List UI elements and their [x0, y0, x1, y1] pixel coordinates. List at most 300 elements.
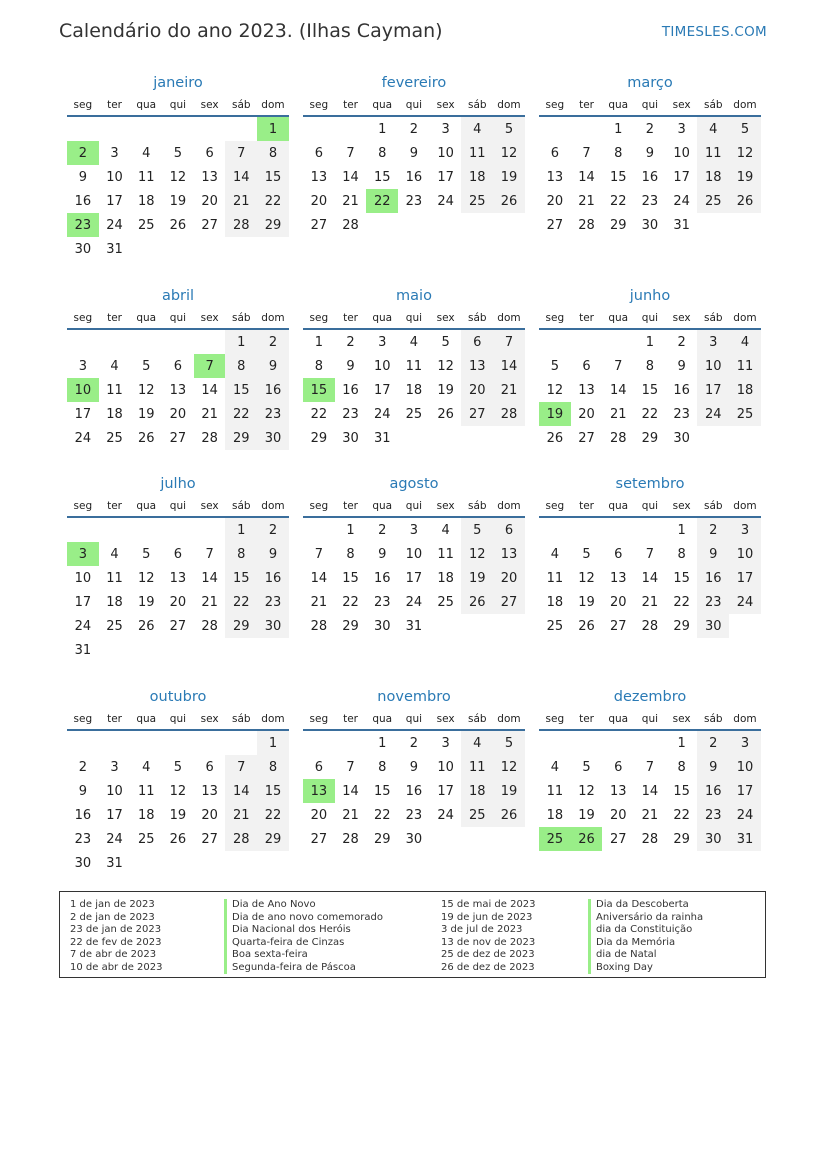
weekday-label: sáb [703, 713, 723, 725]
day-cell: 21 [609, 406, 627, 422]
weekday-header [303, 308, 525, 330]
month-junho [539, 284, 761, 450]
day-cell: 9 [697, 542, 729, 566]
day-cell: 9 [645, 145, 655, 161]
day-cell: 2 [697, 518, 729, 542]
day-cell: 28 [493, 402, 525, 426]
weekday-label: seg [73, 99, 93, 111]
day-cell: 4 [142, 145, 151, 161]
day-cell: 27 [546, 217, 564, 233]
empty-cell [162, 117, 194, 141]
weekday-label: dom [261, 99, 285, 111]
weekday-label: qua [372, 500, 393, 512]
day-cell: 31 [729, 827, 761, 851]
day-cell: 4 [110, 546, 119, 562]
day-cell: 20 [169, 406, 187, 422]
day-cell: 31 [106, 855, 123, 871]
weekday-header [67, 496, 289, 518]
day-cell: 27 [169, 430, 187, 446]
day-cell: 2 [697, 731, 729, 755]
day-cell: 25 [106, 618, 123, 634]
day-cell: 18 [137, 807, 155, 823]
legend-entry: Boxing Day [596, 961, 653, 973]
weekday-label: ter [579, 312, 594, 324]
weekday-label: sex [672, 99, 691, 111]
day-cell: 12 [461, 542, 493, 566]
day-cell: 29 [673, 618, 690, 634]
day-cell: 10 [673, 145, 690, 161]
page-title: Calendário do ano 2023. (Ilhas Cayman) [59, 20, 443, 42]
day-cell: 21 [641, 594, 659, 610]
day-cell: 4 [441, 522, 450, 538]
day-cell: 16 [697, 566, 729, 590]
weekday-header [539, 496, 761, 518]
month-novembro [303, 685, 525, 851]
empty-cell [130, 518, 162, 542]
weekday-label: seg [309, 312, 329, 324]
weekday-header [67, 709, 289, 731]
day-cell: 11 [437, 546, 454, 562]
day-cell: 28 [310, 618, 328, 634]
day-cell: 10 [437, 145, 454, 161]
legend-entry: 25 de dez de 2023 [441, 949, 535, 960]
day-cell: 16 [342, 382, 359, 398]
day-cell: 9 [78, 169, 87, 185]
day-cell: 18 [546, 594, 564, 610]
day-cell: 18 [137, 193, 155, 209]
day-cell: 4 [461, 117, 493, 141]
day-cell: 5 [441, 334, 450, 350]
weekday-label: ter [343, 99, 358, 111]
weekday-label: sex [672, 713, 691, 725]
day-cell: 21 [310, 594, 328, 610]
day-cell: 8 [614, 145, 623, 161]
day-cell: 10 [729, 755, 761, 779]
day-cell: 21 [493, 378, 525, 402]
day-cell: 4 [550, 546, 559, 562]
day-cell: 15 [257, 165, 289, 189]
day-cell: 27 [201, 831, 218, 847]
legend-entry: 13 de nov de 2023 [441, 936, 536, 948]
day-cell: 12 [437, 358, 454, 374]
day-cell: 23 [74, 831, 92, 847]
day-cell: 24 [697, 402, 729, 426]
day-cell: 15 [673, 783, 690, 799]
day-cell: 11 [137, 783, 155, 799]
day-cell: 1 [614, 121, 623, 137]
weekday-label: ter [107, 713, 122, 725]
day-cell: 21 [225, 189, 257, 213]
day-cell: 14 [342, 783, 359, 799]
day-cell: 24 [437, 807, 454, 823]
weekday-label: sáb [703, 500, 723, 512]
day-cell: 23 [673, 406, 690, 422]
legend-names-left [224, 899, 383, 974]
legend-entry: Dia da Descoberta [596, 899, 689, 910]
day-cell: 9 [677, 358, 686, 374]
day-cell: 23 [257, 590, 289, 614]
month-name: janeiro [153, 75, 203, 91]
day-cell: 10 [106, 169, 123, 185]
day-cell: 7 [493, 330, 525, 354]
day-cell: 24 [405, 594, 423, 610]
day-cell: 8 [645, 358, 655, 374]
day-cell: 9 [257, 354, 289, 378]
day-cell: 24 [729, 590, 761, 614]
day-cell: 1 [677, 735, 686, 751]
day-cell: 6 [173, 546, 183, 562]
weekday-label: qua [608, 312, 629, 324]
day-cell: 20 [609, 807, 627, 823]
day-cell: 5 [493, 117, 525, 141]
day-cell: 22 [225, 590, 257, 614]
day-cell: 20 [310, 807, 328, 823]
day-cell: 26 [461, 590, 493, 614]
month-setembro [539, 472, 761, 638]
day-cell: 5 [142, 546, 151, 562]
day-cell: 2 [677, 334, 686, 350]
day-cell: 8 [346, 546, 355, 562]
day-cell: 3 [110, 759, 119, 775]
day-cell: 12 [493, 141, 525, 165]
weekday-label: seg [545, 500, 565, 512]
day-cell: 6 [614, 546, 623, 562]
empty-cell [194, 731, 226, 755]
holiday-day-cell: 15 [303, 378, 335, 402]
month-maio [303, 284, 525, 450]
day-cell: 10 [437, 759, 454, 775]
day-cell: 12 [137, 570, 155, 586]
weekday-label: sex [436, 312, 455, 324]
day-cell: 24 [74, 618, 92, 634]
empty-cell [162, 518, 194, 542]
day-cell: 17 [697, 378, 729, 402]
day-cell: 28 [342, 831, 359, 847]
day-cell: 18 [461, 779, 493, 803]
day-cell: 25 [546, 618, 564, 634]
month-name: outubro [149, 689, 207, 705]
weekday-label: qui [641, 312, 659, 324]
day-cell: 12 [137, 382, 155, 398]
day-cell: 11 [546, 570, 564, 586]
day-cell: 3 [378, 334, 387, 350]
legend-dates-right [441, 899, 536, 974]
day-cell: 6 [493, 518, 525, 542]
legend-entry: 26 de dez de 2023 [441, 961, 535, 973]
day-cell: 9 [346, 358, 355, 374]
weekday-label: sáb [467, 713, 487, 725]
day-cell: 23 [373, 594, 391, 610]
empty-cell [335, 117, 367, 141]
day-cell: 10 [74, 570, 92, 586]
weekday-label: qui [641, 99, 659, 111]
day-cell: 28 [641, 831, 659, 847]
day-cell: 25 [697, 189, 729, 213]
weekday-label: qui [405, 312, 423, 324]
day-cell: 3 [729, 731, 761, 755]
day-cell: 31 [673, 217, 690, 233]
empty-cell [539, 518, 571, 542]
day-cell: 1 [257, 731, 289, 755]
day-cell: 30 [74, 855, 92, 871]
day-cell: 31 [373, 430, 391, 446]
day-cell: 27 [609, 831, 627, 847]
day-cell: 5 [173, 145, 183, 161]
day-cell: 15 [373, 783, 391, 799]
weekday-label: qui [405, 99, 423, 111]
day-cell: 4 [461, 731, 493, 755]
holiday-day-cell: 2 [67, 141, 99, 165]
day-cell: 9 [378, 546, 387, 562]
holiday-day-cell: 7 [194, 354, 226, 378]
empty-cell [162, 330, 194, 354]
weekday-label: sáb [703, 99, 723, 111]
day-grid [539, 330, 761, 450]
day-cell: 29 [373, 831, 391, 847]
day-cell: 14 [201, 382, 218, 398]
day-cell: 22 [257, 189, 289, 213]
weekday-label: seg [309, 99, 329, 111]
month-name: dezembro [613, 689, 687, 705]
weekday-label: qui [169, 312, 187, 324]
day-cell: 17 [74, 594, 92, 610]
day-cell: 21 [342, 193, 359, 209]
empty-cell [571, 330, 603, 354]
weekday-label: qua [136, 99, 157, 111]
legend-entry: 2 de jan de 2023 [70, 911, 155, 923]
day-cell: 30 [257, 426, 289, 450]
weekday-label: sex [436, 500, 455, 512]
day-cell: 7 [645, 759, 655, 775]
day-cell: 26 [578, 618, 595, 634]
weekday-header [303, 95, 525, 117]
day-cell: 14 [201, 570, 218, 586]
day-cell: 5 [550, 358, 559, 374]
day-cell: 28 [578, 217, 595, 233]
weekday-label: ter [579, 713, 594, 725]
legend-entry: dia da Constituição [596, 924, 693, 935]
day-cell: 26 [729, 189, 761, 213]
day-cell: 3 [441, 735, 450, 751]
day-cell: 7 [614, 358, 623, 374]
day-cell: 18 [437, 570, 454, 586]
day-cell: 19 [169, 193, 187, 209]
day-cell: 1 [225, 330, 257, 354]
day-cell: 27 [461, 402, 493, 426]
weekday-label: sáb [467, 312, 487, 324]
day-cell: 20 [310, 193, 328, 209]
day-cell: 8 [314, 358, 323, 374]
weekday-label: sex [200, 713, 219, 725]
day-cell: 17 [373, 382, 391, 398]
day-cell: 23 [641, 193, 659, 209]
day-cell: 3 [78, 358, 87, 374]
legend-entry: 23 de jan de 2023 [70, 924, 162, 935]
day-cell: 19 [169, 807, 187, 823]
weekday-label: qua [136, 713, 157, 725]
weekday-label: ter [343, 713, 358, 725]
day-cell: 30 [373, 618, 391, 634]
legend-entry: Segunda-feira de Páscoa [232, 961, 356, 973]
day-cell: 6 [461, 330, 493, 354]
day-cell: 21 [578, 193, 595, 209]
day-cell: 24 [106, 217, 123, 233]
day-cell: 24 [729, 803, 761, 827]
weekday-label: ter [343, 312, 358, 324]
day-cell: 10 [106, 783, 123, 799]
day-cell: 3 [441, 121, 450, 137]
weekday-label: dom [733, 99, 757, 111]
day-cell: 25 [137, 217, 155, 233]
day-cell: 30 [673, 430, 690, 446]
weekday-label: qui [405, 500, 423, 512]
weekday-label: qui [169, 500, 187, 512]
empty-cell [539, 330, 571, 354]
weekday-label: ter [107, 99, 122, 111]
day-cell: 6 [205, 759, 214, 775]
month-name: novembro [377, 689, 451, 705]
weekday-label: ter [579, 99, 594, 111]
day-cell: 8 [378, 145, 387, 161]
day-cell: 18 [106, 406, 123, 422]
site-link[interactable]: TIMESLES.COM [661, 24, 767, 40]
weekday-label: sáb [231, 713, 251, 725]
day-cell: 11 [137, 169, 155, 185]
weekday-label: sáb [231, 500, 251, 512]
empty-cell [225, 731, 257, 755]
weekday-label: dom [497, 312, 521, 324]
day-cell: 7 [346, 145, 355, 161]
empty-cell [130, 731, 162, 755]
day-cell: 11 [405, 358, 423, 374]
weekday-label: ter [107, 312, 122, 324]
empty-cell [130, 117, 162, 141]
day-cell: 6 [614, 759, 623, 775]
day-cell: 8 [225, 542, 257, 566]
empty-cell [99, 731, 131, 755]
day-cell: 2 [409, 121, 419, 137]
day-cell: 22 [641, 406, 659, 422]
empty-cell [634, 518, 666, 542]
month-name: julho [160, 476, 196, 492]
month-name: junho [629, 288, 671, 304]
day-cell: 20 [546, 193, 564, 209]
day-cell: 24 [673, 193, 690, 209]
day-cell: 12 [546, 382, 564, 398]
day-cell: 21 [641, 807, 659, 823]
day-cell: 12 [169, 169, 187, 185]
day-cell: 10 [373, 358, 391, 374]
weekday-label: dom [497, 500, 521, 512]
day-cell: 14 [578, 169, 595, 185]
day-cell: 16 [257, 378, 289, 402]
day-cell: 26 [169, 217, 187, 233]
day-cell: 23 [697, 590, 729, 614]
day-grid [539, 117, 761, 237]
day-cell: 3 [110, 145, 119, 161]
month-fevereiro [303, 71, 525, 237]
day-cell: 16 [373, 570, 391, 586]
weekday-label: dom [497, 713, 521, 725]
weekday-label: qui [405, 713, 423, 725]
day-cell: 14 [225, 779, 257, 803]
weekday-header [67, 95, 289, 117]
weekday-label: seg [545, 99, 565, 111]
holiday-day-cell: 13 [303, 779, 335, 803]
day-cell: 5 [582, 759, 591, 775]
empty-cell [571, 731, 603, 755]
weekday-label: seg [545, 713, 565, 725]
day-cell: 11 [461, 141, 493, 165]
day-cell: 28 [342, 217, 359, 233]
day-cell: 23 [697, 803, 729, 827]
day-cell: 14 [641, 783, 659, 799]
day-cell: 15 [342, 570, 359, 586]
day-cell: 30 [697, 614, 729, 638]
month-julho [67, 472, 289, 662]
day-cell: 28 [225, 213, 257, 237]
day-cell: 14 [493, 354, 525, 378]
legend-entry: 10 de abr de 2023 [70, 961, 163, 973]
empty-cell [225, 117, 257, 141]
month-name: março [627, 75, 673, 91]
day-cell: 7 [645, 546, 655, 562]
day-cell: 6 [314, 759, 323, 775]
day-grid [67, 330, 289, 450]
day-cell: 27 [493, 590, 525, 614]
day-cell: 20 [609, 594, 627, 610]
weekday-label: dom [497, 99, 521, 111]
weekday-label: seg [309, 713, 329, 725]
day-cell: 25 [106, 430, 123, 446]
day-grid [67, 518, 289, 662]
empty-cell [194, 117, 226, 141]
holiday-legend [59, 891, 766, 978]
day-cell: 17 [729, 779, 761, 803]
day-cell: 19 [493, 165, 525, 189]
weekday-label: dom [261, 312, 285, 324]
weekday-label: seg [545, 312, 565, 324]
day-cell: 11 [106, 570, 123, 586]
holiday-day-cell: 25 [539, 827, 571, 851]
day-cell: 2 [257, 518, 289, 542]
legend-entry: 1 de jan de 2023 [70, 899, 155, 910]
day-cell: 13 [493, 542, 525, 566]
day-cell: 29 [609, 217, 627, 233]
month-name: maio [396, 288, 432, 304]
holiday-day-cell: 19 [539, 402, 571, 426]
weekday-header [539, 95, 761, 117]
day-cell: 22 [609, 193, 627, 209]
day-cell: 23 [257, 402, 289, 426]
weekday-label: dom [261, 713, 285, 725]
weekday-label: qua [136, 500, 157, 512]
day-cell: 15 [225, 378, 257, 402]
legend-names-right [588, 899, 703, 974]
day-cell: 16 [641, 169, 659, 185]
weekday-label: qua [372, 99, 393, 111]
day-cell: 17 [729, 566, 761, 590]
weekday-label: sex [672, 312, 691, 324]
day-cell: 19 [729, 165, 761, 189]
day-cell: 26 [546, 430, 564, 446]
empty-cell [99, 330, 131, 354]
day-cell: 29 [342, 618, 359, 634]
month-janeiro [67, 71, 289, 261]
day-cell: 3 [677, 121, 686, 137]
day-cell: 25 [729, 402, 761, 426]
weekday-label: seg [309, 500, 329, 512]
